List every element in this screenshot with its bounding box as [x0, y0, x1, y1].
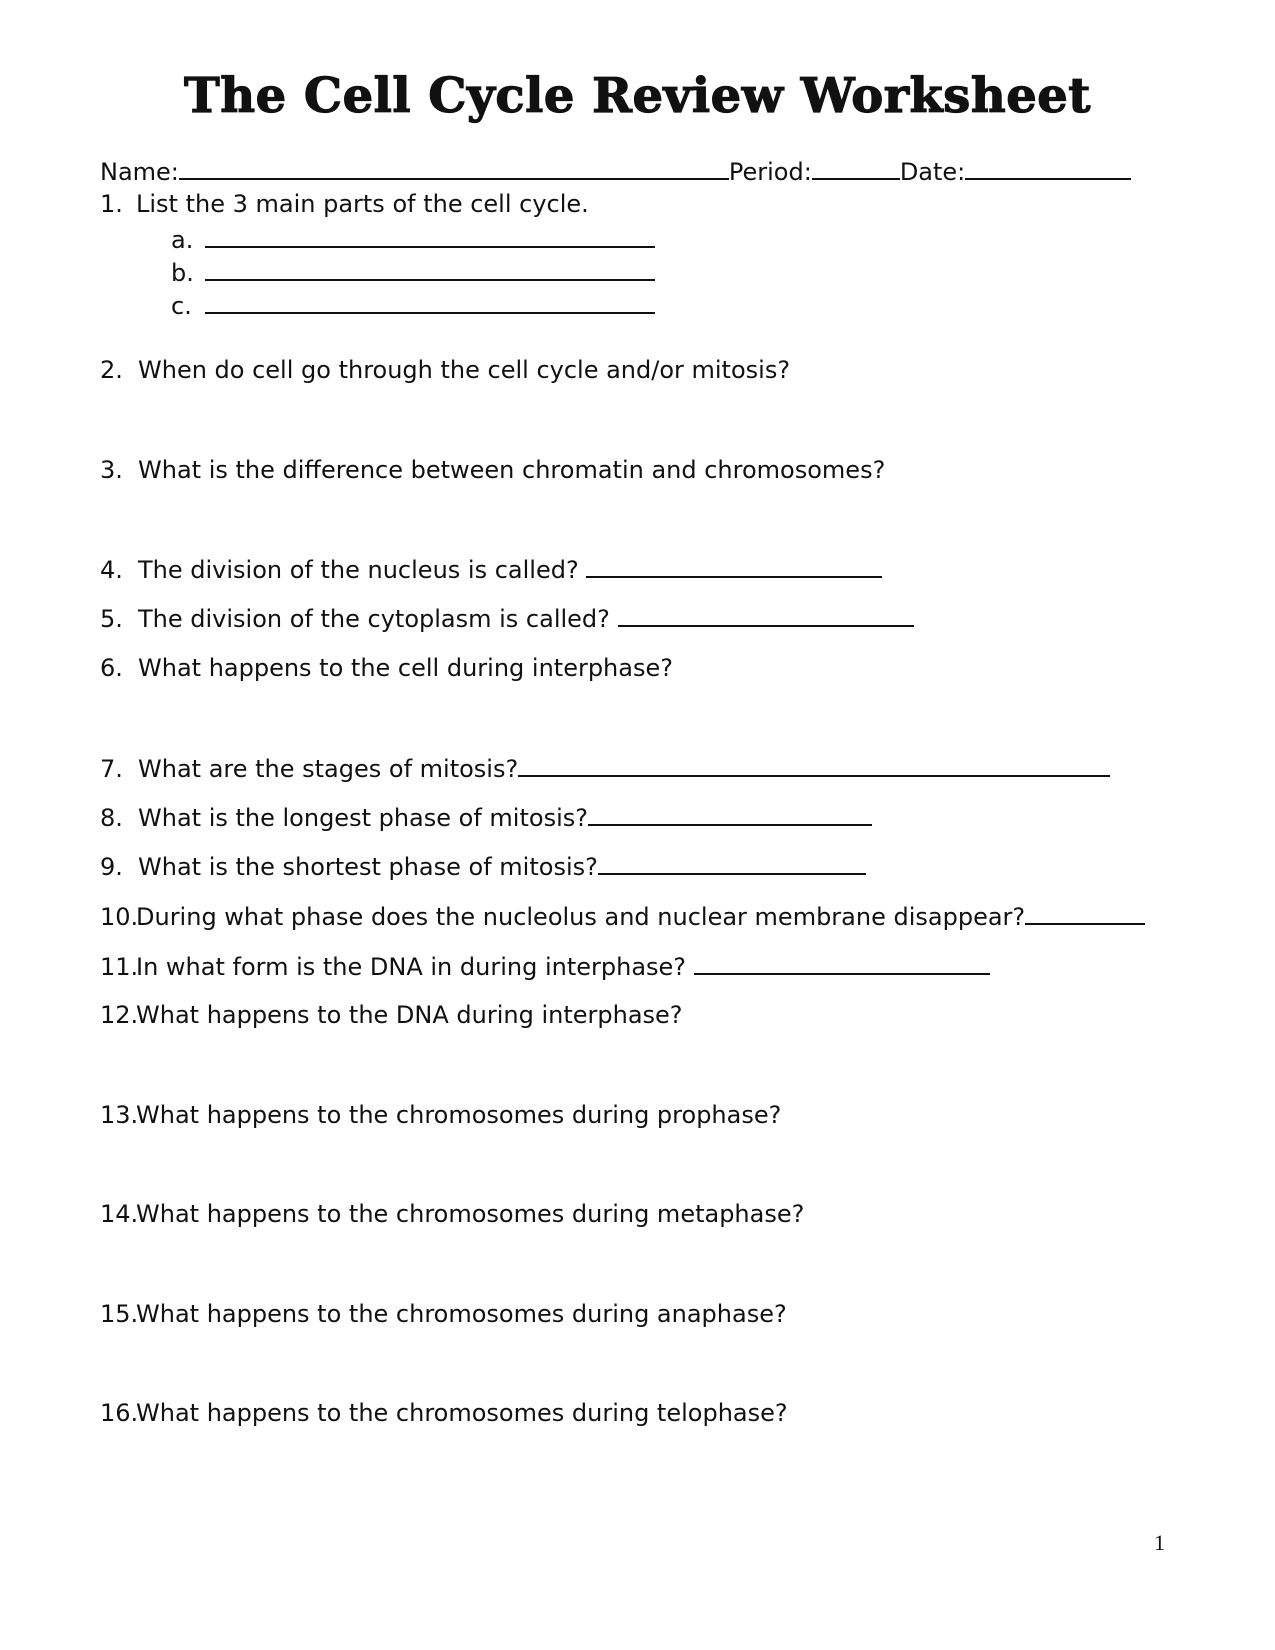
question-7 — [100, 753, 1110, 784]
question-number: 15. — [100, 1300, 139, 1328]
question-text: What happens to the DNA during interphase? — [136, 1001, 683, 1029]
question-number: 16. — [100, 1399, 139, 1427]
question-1 — [100, 189, 589, 219]
question-text: List the 3 main parts of the cell cycle. — [136, 190, 589, 218]
question-number: 3. — [100, 456, 123, 484]
question-number: 2. — [100, 356, 123, 384]
question-text: What happens to the chromosomes during prophase? — [136, 1101, 782, 1129]
question-11 — [100, 951, 990, 982]
question-number: 8. — [100, 804, 123, 832]
question-text: What happens to the chromosomes during telophase? — [136, 1399, 788, 1427]
question-3 — [100, 455, 885, 485]
question-text: During what phase does the nucleolus and nuclear membrane disappear? — [136, 903, 1026, 931]
answer-field[interactable] — [618, 603, 914, 627]
answer-field[interactable] — [205, 290, 655, 314]
answer-field[interactable] — [598, 851, 866, 875]
question-16 — [100, 1398, 788, 1428]
question-text: What are the stages of mitosis? — [138, 755, 519, 783]
question-2 — [100, 355, 790, 385]
question-8 — [100, 802, 872, 833]
page-title: The Cell Cycle Review Worksheet — [184, 68, 1091, 124]
question-number: 10. — [100, 903, 139, 931]
question-number: 5. — [100, 605, 123, 633]
question-10 — [100, 901, 1145, 932]
question-text: The division of the nucleus is called? — [138, 556, 579, 584]
question-number: 14. — [100, 1200, 139, 1228]
question-13 — [100, 1100, 781, 1130]
answer-field[interactable] — [586, 554, 882, 578]
page-number: 1 — [1154, 1530, 1165, 1555]
period-field[interactable] — [812, 156, 900, 180]
question-text: In what form is the DNA in during interphase? — [136, 953, 687, 981]
question-text: What happens to the chromosomes during metaphase? — [136, 1200, 805, 1228]
question-text: What is the shortest phase of mitosis? — [138, 853, 598, 881]
question-text: What is the difference between chromatin and chromosomes? — [138, 456, 886, 484]
sub-item-c — [171, 290, 655, 321]
question-number: 4. — [100, 556, 123, 584]
question-number: 7. — [100, 755, 123, 783]
sub-item-b — [171, 257, 655, 288]
date-field[interactable] — [965, 156, 1131, 180]
question-text: The division of the cytoplasm is called? — [138, 605, 610, 633]
sub-item-letter: c. — [171, 292, 192, 320]
question-9 — [100, 851, 866, 882]
answer-field[interactable] — [1025, 901, 1145, 925]
question-text: What is the longest phase of mitosis? — [138, 804, 588, 832]
period-label: Period: — [728, 158, 812, 186]
answer-field[interactable] — [694, 951, 990, 975]
question-number: 9. — [100, 853, 123, 881]
question-14 — [100, 1199, 804, 1229]
question-number: 12. — [100, 1001, 139, 1029]
answer-field[interactable] — [588, 802, 872, 826]
question-number: 1. — [100, 190, 123, 218]
sub-item-letter: b. — [171, 259, 194, 287]
name-field[interactable] — [179, 156, 729, 180]
question-text: What happens to the chromosomes during anaphase? — [136, 1300, 787, 1328]
answer-field[interactable] — [205, 224, 655, 248]
sub-item-letter: a. — [171, 226, 194, 254]
question-6 — [100, 653, 673, 683]
name-label: Name: — [100, 158, 179, 186]
date-label: Date: — [899, 158, 966, 186]
question-15 — [100, 1299, 787, 1329]
question-4 — [100, 554, 882, 585]
sub-item-a — [171, 224, 655, 255]
header-row — [100, 156, 1131, 187]
question-text: What happens to the cell during interphase? — [138, 654, 673, 682]
question-5 — [100, 603, 914, 634]
question-number: 11. — [100, 953, 139, 981]
question-number: 13. — [100, 1101, 139, 1129]
answer-field[interactable] — [518, 753, 1110, 777]
question-number: 6. — [100, 654, 123, 682]
question-text: When do cell go through the cell cycle and/or mitosis? — [138, 356, 791, 384]
answer-field[interactable] — [205, 257, 655, 281]
question-12 — [100, 1000, 683, 1030]
